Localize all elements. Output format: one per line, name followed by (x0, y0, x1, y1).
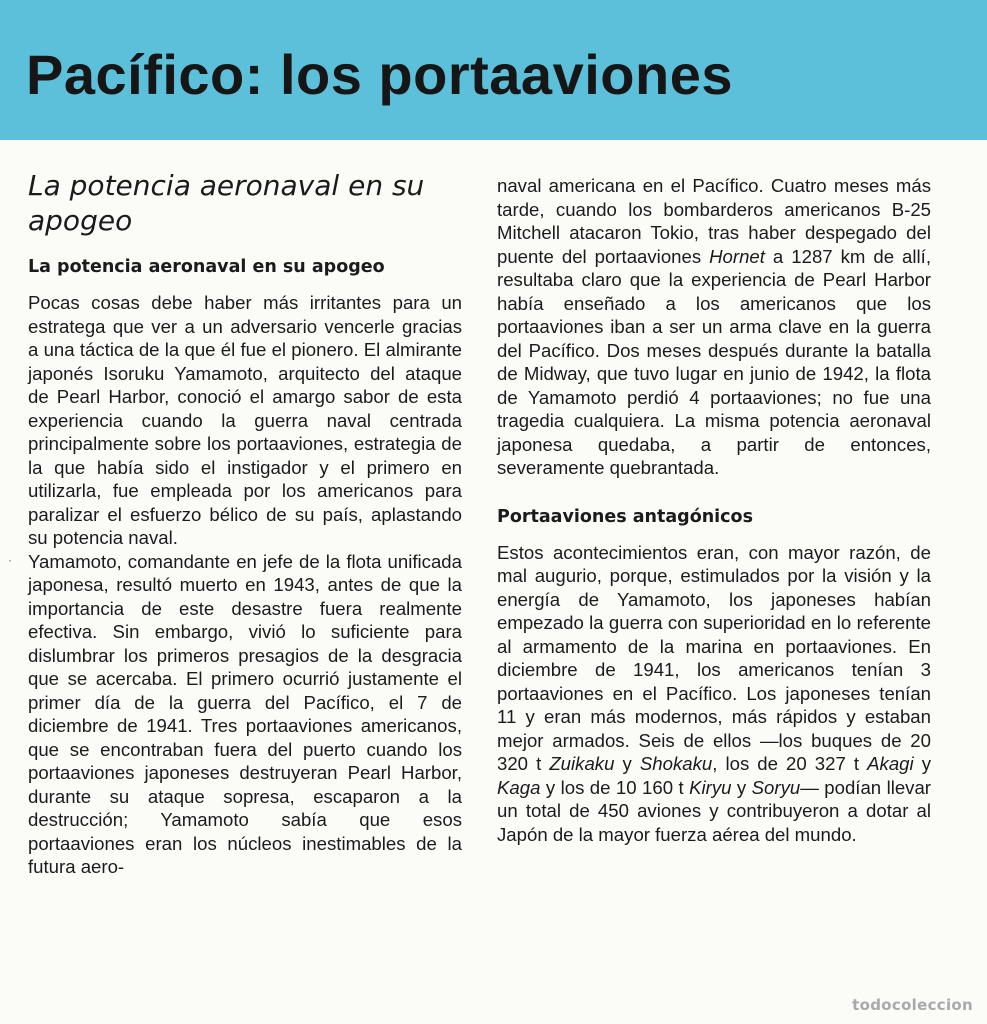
paragraph-4-text-a: Estos acontecimientos eran, con mayor razón, de mal augurio, porque, estimulados por la visión y la energía de Yamamoto, los japoneses habían empezado la guerra con superioridad en lo referente al armamento de la marina en portaaviones. En diciembre de 1941, los americanos tenían 3 portaaviones en el Pacífico. Los japoneses tenían 11 y eran más modernos, más rápidos y estaban mejor armados. Seis de ellos —los buques de 20 320 t (497, 541, 931, 774)
margin-mark: · (8, 554, 12, 568)
paragraph-1: Pocas cosas debe haber más irritantes para un estratega que ver a un adversario vencerle gracias a una táctica de la que él fue el pionero. El almirante japonés Isoruku Yamamoto, arquitecto del ataque de Pearl Harbor, conoció el amargo sabor de esta experiencia cuando la guerra naval centrada principalmente sobre los portaaviones, estrategia de la que había sido el instigador y el primero en utilizarla, fue empleada por los americanos para paralizar el esfuerzo bélico de su país, aplastando su potencia naval. (28, 292, 462, 548)
section-heading-antagonicos: Portaaviones antagónicos (497, 506, 753, 527)
section-heading-apogeo: La potencia aeronaval en su apogeo (28, 257, 385, 277)
ship-name-soryu: Soryu (751, 776, 801, 798)
title-banner (0, 0, 987, 140)
ship-name-kaga: Kaga (497, 776, 541, 798)
paragraph-4-text-b: y (614, 753, 640, 774)
paragraph-3-text-a: naval americana en el Pacífico. Cuatro meses más tarde, cuando los bombarderos americanos B-25 Mitchell atacaron Tokio, tras haber despegado del puente del portaaviones (497, 175, 931, 267)
paragraph-3 (497, 174, 931, 480)
right-column (497, 174, 931, 846)
ship-name-kiryu: Kiryu (689, 776, 732, 798)
paragraph-2: Yamamoto, comandante en jefe de la flota unificada japonesa, resultó muerto en 1943, antes de que la importancia de este desastre fuera realmente efectiva. Sin embargo, vivió lo suficiente para dislumbrar los primeros presagios de la desgracia que se acercaba. El primero ocurrió justamente el primer día de la guerra del Pacífico, el 7 de diciembre de 1941. Tres portaaviones americanos, que se encontraban fuera del puerto cuando los portaaviones japoneses destruyeran Pearl Harbor, durante su ataque sopresa, escaparon a la destrucción; Yamamoto sabía que esos portaaviones eran los núcleos inestimables de la futura aero- (28, 550, 462, 877)
paragraph-3-text-b: a 1287 km de allí, resultaba claro que la experiencia de Pearl Harbor había enseñado a los americanos que los portaaviones iban a ser un arma clave en la guerra del Pacífico. Dos meses después durante la batalla de Midway, que tuvo lugar en junio de 1942, la flota de Yamamoto perdió 4 portaaviones; no fue una tragedia cualquiera. La misma potencia aeronaval japonesa quedaba, a partir de entonces, severamente quebrantada. (497, 245, 931, 478)
paragraph-4-text-d: y (913, 753, 932, 774)
left-column (28, 168, 462, 895)
page-title: Pacífico: los portaaviones (26, 43, 733, 106)
article-subtitle: La potencia aeronaval en su apogeo (28, 169, 425, 237)
ship-name-hornet: Hornet (709, 245, 765, 267)
paragraph-4-text-e: y los de 10 160 t (540, 776, 690, 798)
paragraph-4-text-g: — podían llevar un total de 450 aviones y contribuyeron a dotar al Japón de la mayor fuerza aérea del mundo. (497, 776, 932, 845)
ship-name-shokaku: Shokaku (639, 753, 713, 774)
watermark: todocoleccion (852, 996, 973, 1014)
ship-name-akagi: Akagi (867, 753, 914, 774)
paragraph-4 (497, 541, 931, 847)
paragraph-4-text-f: y (731, 776, 752, 798)
paragraph-4-text-c: , los de 20 327 t (712, 753, 868, 774)
ship-name-zuikaku: Zuikaku (549, 753, 615, 774)
